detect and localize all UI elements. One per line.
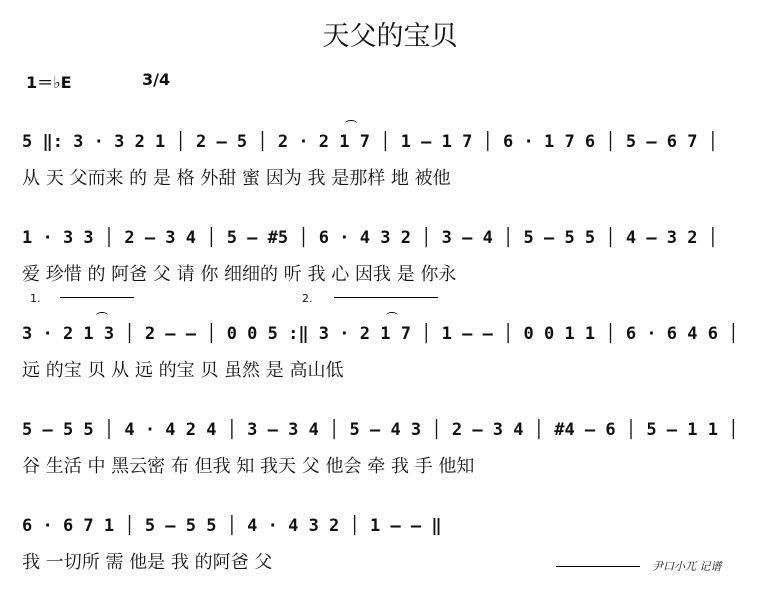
transcriber-credit: 尹口小兀 记谱: [652, 560, 722, 573]
volta-second-label: 2.: [302, 292, 313, 305]
lyric-line: 爱 珍惜 的 阿爸 父 请 你 细细的 听 我 心 因我 是 你永: [22, 264, 457, 285]
fermata-mark: [96, 312, 108, 319]
notation-line: 3 · 2 1 3 │ 2 – – │ 0 0 5 :‖ 3 · 2 1 7 │ 1 – – │ 0 0 1 1 │ 6 · 6 4 6 │: [22, 324, 739, 344]
fermata-mark: [386, 312, 398, 319]
volta-second-line: [334, 297, 438, 298]
notation-line: 1 · 3 3 │ 2 – 3 4 │ 5 – #5 │ 6 · 4 3 2 │ 3 – 4 │ 5 – 5 5 │ 4 – 3 2 │: [22, 228, 718, 248]
volta-first-label: 1.: [30, 292, 41, 305]
lyric-line: 谷 生活 中 黑云密 布 但我 知 我天 父 他会 牵 我 手 他知: [22, 456, 475, 477]
notation-line: 5 ‖: 3 · 3 2 1 │ 2 – 5 │ 2 · 2 1 7 │ 1 – 1 7 │ 6 · 1 7 6 │ 5 – 6 7 │: [22, 132, 718, 152]
fermata-mark: [345, 120, 357, 127]
key-signature: 1＝♭E: [26, 73, 72, 92]
notation-line: 6 · 6 7 1 │ 5 – 5 5 │ 4 · 4 3 2 │ 1 – – ‖: [22, 516, 442, 536]
notation-line: 5 – 5 5 │ 4 · 4 2 4 │ 3 – 3 4 │ 5 – 4 3 │ 2 – 3 4 │ #4 – 6 │ 5 – 1 1 │: [22, 420, 739, 440]
volta-first-line: [60, 297, 134, 298]
credit-line: [556, 566, 640, 567]
lyric-line: 我 一切所 需 他是 我 的阿爸 父: [22, 552, 273, 573]
time-signature: 3/4: [142, 70, 171, 89]
lyric-line: 从 天 父而来 的 是 格 外甜 蜜 因为 我 是那样 地 被他: [22, 168, 451, 189]
song-title: 天父的宝贝: [322, 21, 458, 52]
lyric-line: 远 的宝 贝 从 远 的宝 贝 虽然 是 高山低: [22, 360, 344, 381]
